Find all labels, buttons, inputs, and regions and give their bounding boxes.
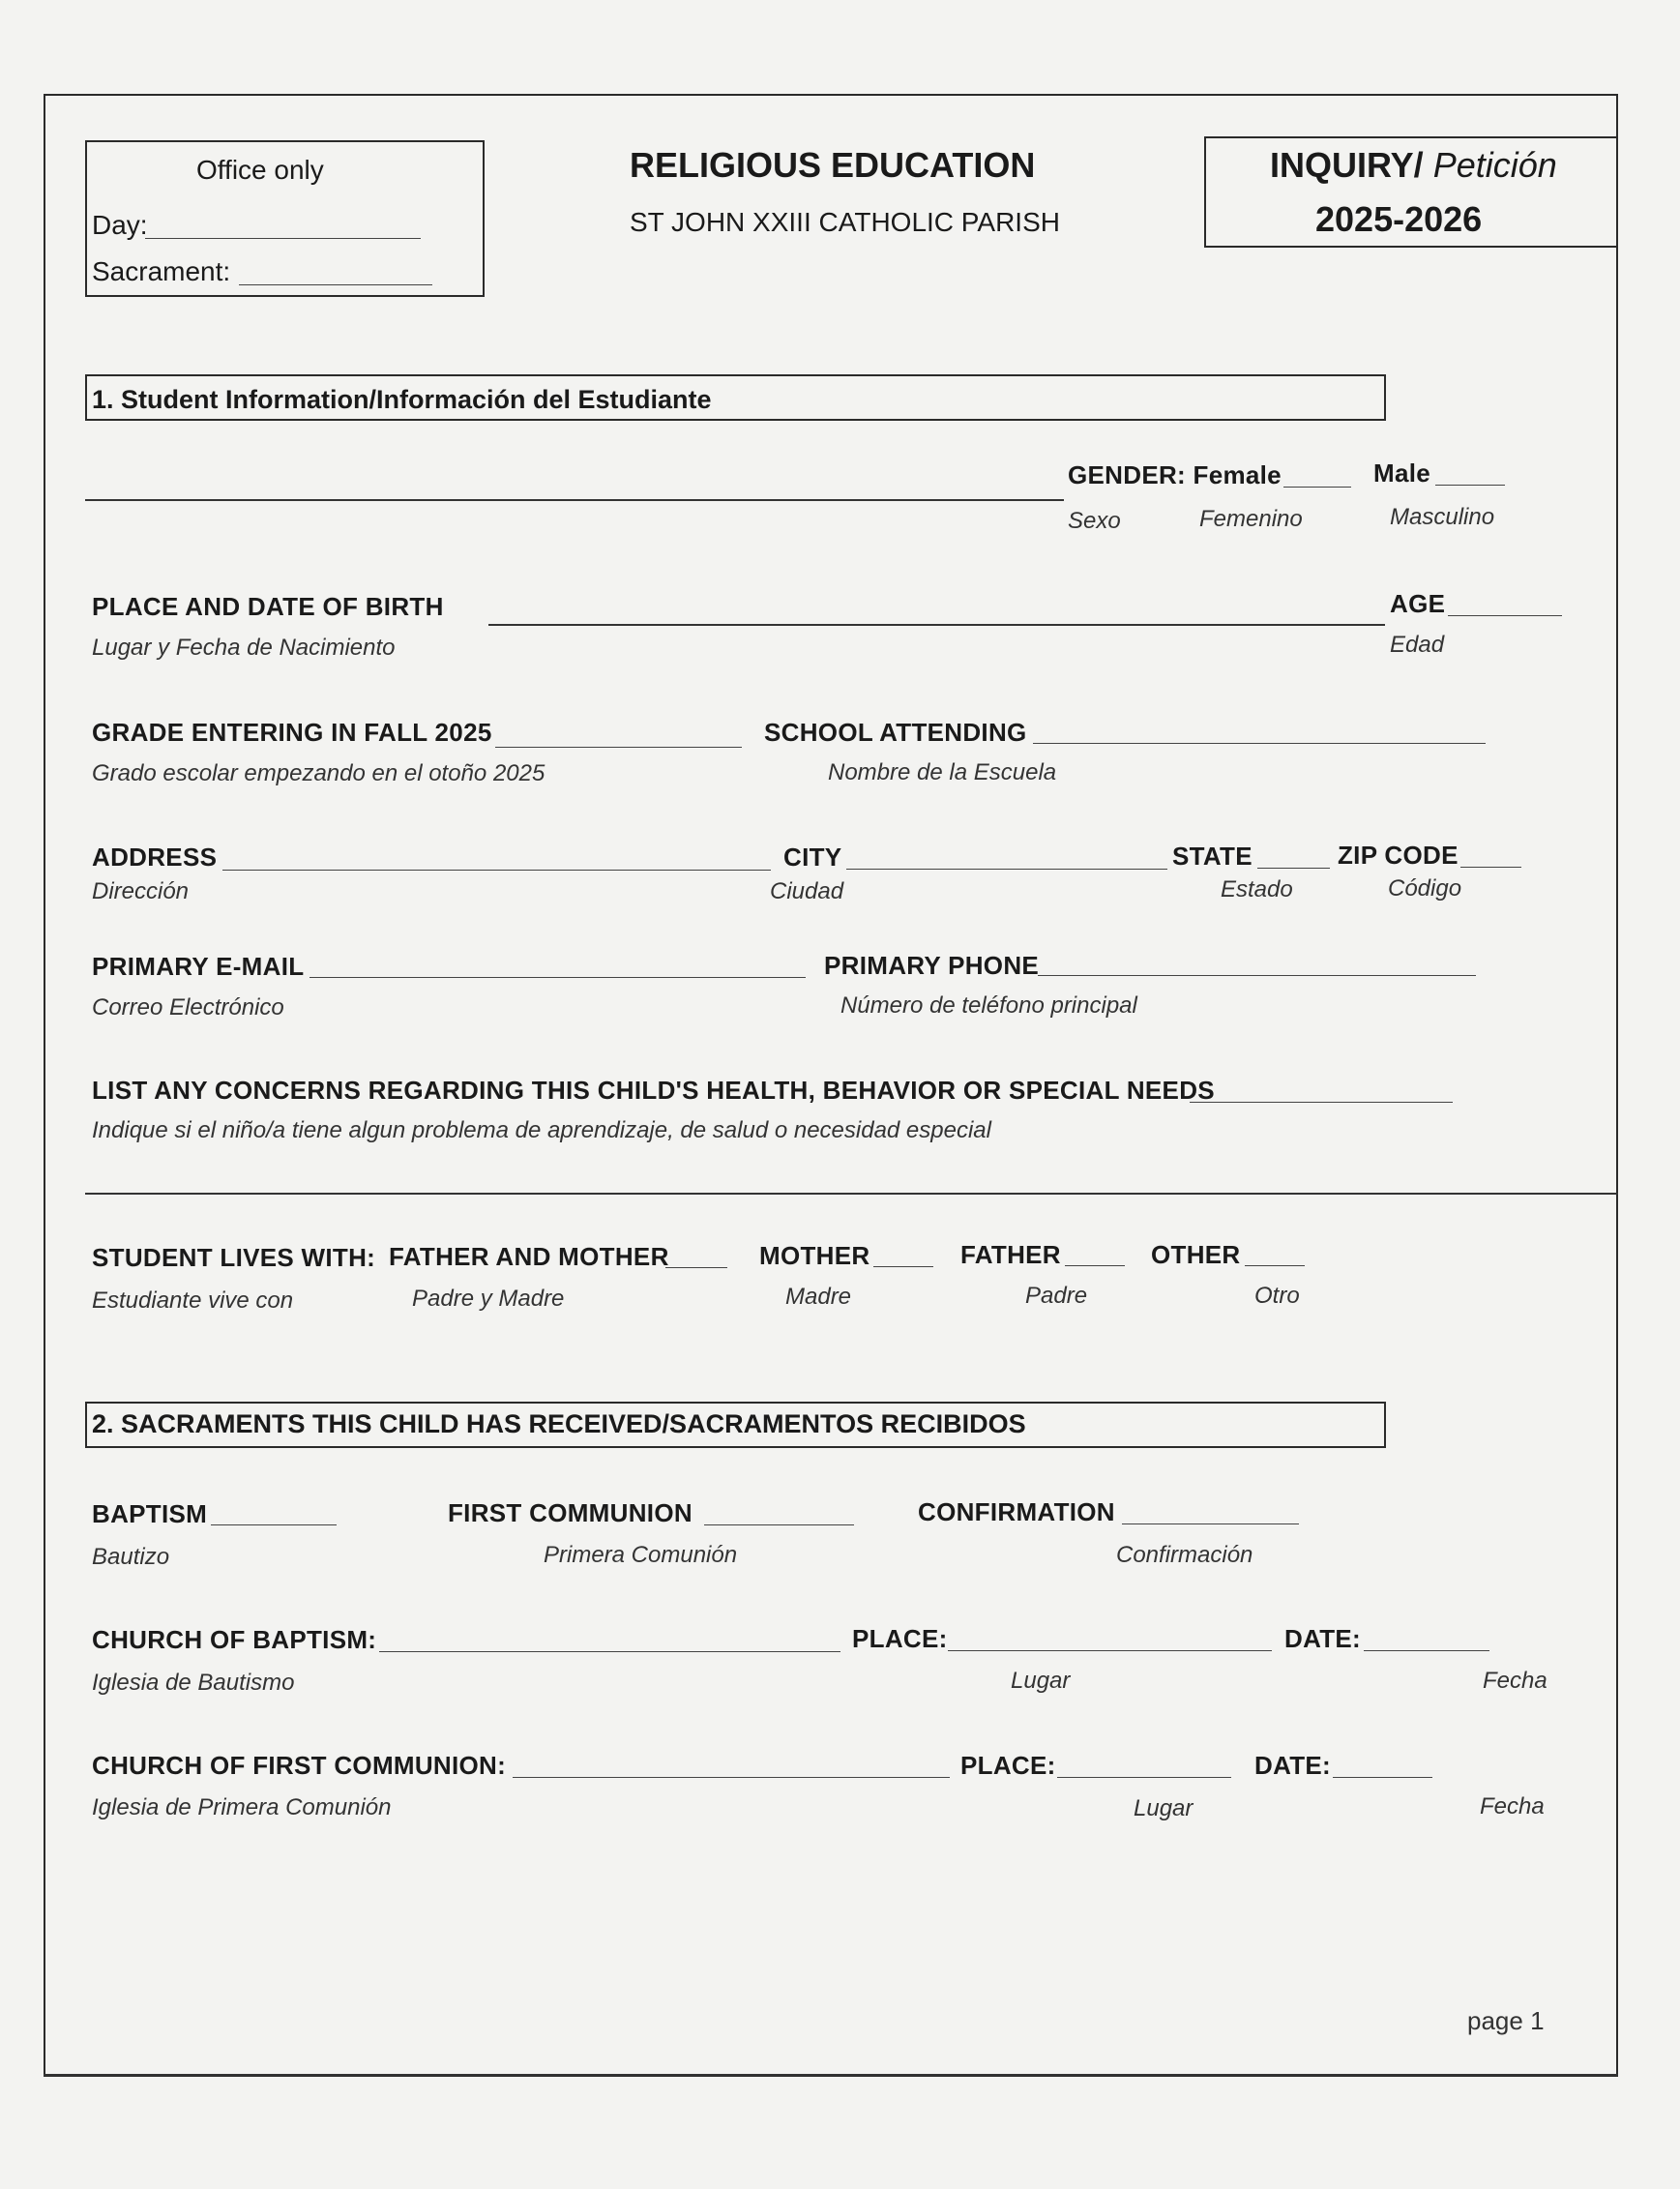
first-communion-field[interactable] <box>704 1524 854 1525</box>
section2-title: 2. SACRAMENTS THIS CHILD HAS RECEIVED/SACRAMENTOS RECIBIDOS <box>92 1409 1026 1438</box>
father-label-es: Padre <box>1025 1283 1088 1309</box>
city-label: CITY <box>783 843 842 872</box>
bottom-rule <box>44 2074 1618 2076</box>
church-baptism-field[interactable] <box>379 1651 840 1652</box>
father-label: FATHER <box>960 1240 1061 1269</box>
state-label-es: Estado <box>1221 876 1293 902</box>
church-communion-label-es: Iglesia de Primera Comunión <box>92 1794 392 1820</box>
gender-female-field[interactable] <box>1283 487 1351 488</box>
baptism-label-es: Bautizo <box>92 1544 170 1570</box>
age-label-es: Edad <box>1390 632 1445 658</box>
baptism-date-label-es: Fecha <box>1483 1668 1547 1694</box>
baptism-field[interactable] <box>211 1524 337 1525</box>
office-only-title: Office only <box>196 155 324 185</box>
inquiry-label-es: Petición <box>1432 145 1557 185</box>
gender-male-field[interactable] <box>1435 485 1505 486</box>
male-label-es: Masculino <box>1390 504 1495 530</box>
zip-field[interactable] <box>1460 867 1521 868</box>
inquiry-heading <box>1270 145 1557 186</box>
school-field[interactable] <box>1033 743 1486 744</box>
birth-label: PLACE AND DATE OF BIRTH <box>92 592 444 621</box>
office-sacrament-label: Sacrament: <box>92 256 231 286</box>
city-field[interactable] <box>846 869 1167 870</box>
mother-label-es: Madre <box>785 1284 852 1310</box>
confirmation-label: CONFIRMATION <box>918 1497 1115 1526</box>
school-label: SCHOOL ATTENDING <box>764 718 1027 747</box>
communion-place-field[interactable] <box>1057 1777 1231 1778</box>
email-label-es: Correo Electrónico <box>92 994 284 1021</box>
student-name-field[interactable] <box>85 499 1064 501</box>
office-sacrament-field[interactable] <box>239 284 432 285</box>
school-year: 2025-2026 <box>1315 199 1483 239</box>
father-mother-label-es: Padre y Madre <box>412 1286 565 1312</box>
baptism-date-label: DATE: <box>1284 1624 1362 1653</box>
other-label: OTHER <box>1151 1240 1241 1269</box>
baptism-place-label-es: Lugar <box>1011 1668 1071 1694</box>
church-baptism-label-es: Iglesia de Bautismo <box>92 1670 295 1696</box>
confirmation-field[interactable] <box>1122 1523 1299 1524</box>
church-communion-field[interactable] <box>513 1777 950 1778</box>
gender-female-label: GENDER: Female <box>1068 460 1282 489</box>
city-label-es: Ciudad <box>770 878 844 904</box>
parish-name: ST JOHN XXIII CATHOLIC PARISH <box>630 207 1060 237</box>
age-field[interactable] <box>1448 615 1562 616</box>
baptism-date-field[interactable] <box>1364 1650 1489 1651</box>
church-baptism-label: CHURCH OF BAPTISM: <box>92 1625 377 1654</box>
mother-label: MOTHER <box>759 1241 870 1270</box>
communion-place-label: PLACE: <box>960 1751 1056 1780</box>
age-label: AGE <box>1390 589 1446 618</box>
state-label: STATE <box>1172 842 1253 871</box>
zip-label: ZIP CODE <box>1338 841 1459 870</box>
concerns-field[interactable] <box>1190 1102 1453 1103</box>
grade-label-es: Grado escolar empezando en el otoño 2025 <box>92 760 545 786</box>
state-field[interactable] <box>1257 868 1330 869</box>
birth-field[interactable] <box>488 624 1385 626</box>
grade-label: GRADE ENTERING IN FALL 2025 <box>92 718 492 747</box>
female-label-es: Femenino <box>1199 506 1303 532</box>
zip-label-es: Código <box>1388 875 1462 902</box>
first-communion-label: FIRST COMMUNION <box>448 1498 693 1527</box>
concerns-field-line2[interactable] <box>85 1193 1618 1195</box>
communion-date-label: DATE: <box>1254 1751 1332 1780</box>
lives-with-label: STUDENT LIVES WITH: <box>92 1243 376 1272</box>
communion-date-field[interactable] <box>1333 1777 1432 1778</box>
gender-label-es: Sexo <box>1068 508 1121 534</box>
other-label-es: Otro <box>1254 1283 1300 1309</box>
email-label: PRIMARY E-MAIL <box>92 952 305 981</box>
phone-label: PRIMARY PHONE <box>824 951 1040 980</box>
birth-label-es: Lugar y Fecha de Nacimiento <box>92 635 396 661</box>
phone-field[interactable] <box>1038 975 1476 976</box>
confirmation-label-es: Confirmación <box>1116 1542 1253 1568</box>
section1-title: 1. Student Information/Información del Estudiante <box>92 385 712 414</box>
school-label-es: Nombre de la Escuela <box>828 759 1057 785</box>
father-mother-label: FATHER AND MOTHER <box>389 1242 669 1271</box>
other-field[interactable] <box>1245 1265 1305 1266</box>
communion-date-label-es: Fecha <box>1480 1793 1545 1819</box>
father-field[interactable] <box>1065 1265 1125 1266</box>
baptism-label: BAPTISM <box>92 1499 208 1528</box>
address-field[interactable] <box>222 870 771 871</box>
office-day-label: Day: <box>92 210 148 240</box>
baptism-place-field[interactable] <box>948 1650 1272 1651</box>
office-day-field[interactable] <box>145 238 421 239</box>
lives-with-label-es: Estudiante vive con <box>92 1287 294 1314</box>
address-label: ADDRESS <box>92 843 218 872</box>
gender-male-label: Male <box>1373 459 1431 488</box>
mother-field[interactable] <box>873 1266 933 1267</box>
concerns-label: LIST ANY CONCERNS REGARDING THIS CHILD'S HEALTH, BEHAVIOR OR SPECIAL NEEDS <box>92 1076 1215 1105</box>
concerns-label-es: Indique si el niño/a tiene algun problema de aprendizaje, de salud o necesidad especial <box>92 1117 991 1143</box>
inquiry-label: INQUIRY/ <box>1270 145 1424 185</box>
phone-label-es: Número de teléfono principal <box>840 992 1137 1019</box>
father-mother-field[interactable] <box>665 1267 727 1268</box>
form-title: RELIGIOUS EDUCATION <box>630 145 1036 185</box>
communion-place-label-es: Lugar <box>1134 1795 1194 1821</box>
church-communion-label: CHURCH OF FIRST COMMUNION: <box>92 1751 507 1780</box>
baptism-place-label: PLACE: <box>852 1624 948 1653</box>
page-number: page 1 <box>1467 2006 1545 2035</box>
email-field[interactable] <box>309 977 806 978</box>
first-communion-label-es: Primera Comunión <box>544 1542 738 1568</box>
grade-field[interactable] <box>495 747 742 748</box>
address-label-es: Dirección <box>92 878 190 904</box>
